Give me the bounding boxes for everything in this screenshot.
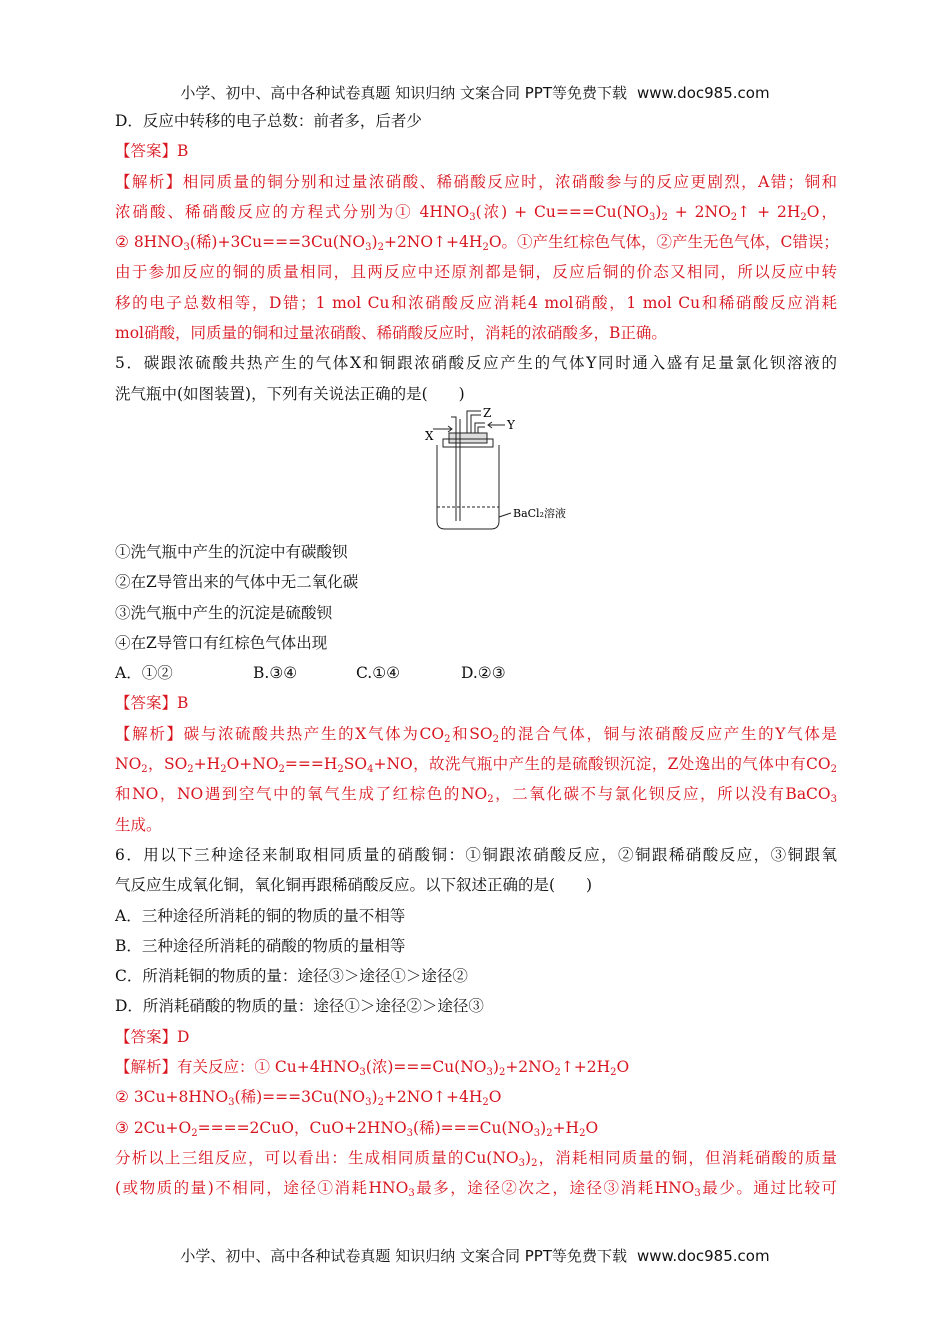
- analysis-equation-line: 【解析】有关反应：① $Cu+4HNO_3$(浓)$===Cu(NO_3)_2+2NO_2↑+2H_2O$: [115, 1058, 630, 1079]
- analysis-line: 分析以上三组反应，可以看出：生成相同质量的$Cu(NO_3)_2$，消耗相同质量的铜，但消耗硝酸的质量: [115, 1148, 837, 1169]
- option-c: C．所消耗铜的物质的量：途径③＞途径①＞途径②: [115, 967, 468, 986]
- label-z: Z: [483, 405, 492, 420]
- option-line: D．反应中转移的电子总数：前者多，后者少: [115, 112, 422, 130]
- statement-3: ③洗气瓶中产生的沉淀是硫酸钡: [115, 603, 333, 622]
- question-5-stem: 洗气瓶中(如图装置)，下列有关说法正确的是( ): [115, 384, 465, 403]
- answer-line: 【答案】B: [115, 142, 189, 161]
- apparatus-diagram: [415, 405, 566, 535]
- analysis-equation-line: ② $8HNO_3$(稀)$+3Cu===3Cu(NO_3)_2+2NO↑+4H_2O$。①产生红棕色气体，②产生无色气体，C错误；: [115, 233, 839, 254]
- analysis-line: 由于参加反应的铜的质量相同，且两反应中还原剂都是铜，反应后铜的价态又相同，所以反应中转: [115, 263, 837, 282]
- page-header-top: [0, 82, 950, 103]
- answer-line: 【答案】D: [115, 1027, 190, 1046]
- question-5-stem: 5．碳跟浓硫酸共热产生的气体X和铜跟浓硝酸反应产生的气体Y同时通入盛有足量氯化钡溶液的: [115, 354, 837, 373]
- footer-url[interactable]: www.doc985.com: [636, 1247, 770, 1265]
- gas-washing-bottle-figure: [115, 405, 837, 537]
- statement-1: ①洗气瓶中产生的沉淀中有碳酸钡: [115, 542, 348, 561]
- analysis-equation-line: 浓硝酸、稀硝酸反应的方程式分别为① $4HNO_3$(浓) + $Cu===Cu(NO_3)_2$ + $2NO_2↑ + 2H_2O$，: [115, 202, 837, 223]
- answer-line: 【答案】B: [115, 694, 189, 713]
- option-b: B．三种途径所消耗的硝酸的物质的量相等: [115, 936, 406, 955]
- analysis-line: 和NO，NO遇到空气中的氧气生成了红棕色的$NO_2$，二氧化碳不与氯化钡反应，所以没有BaCO$_3$: [115, 785, 837, 806]
- analysis-line: mol硝酸，同质量的铜和过量浓硝酸、稀硝酸反应时，消耗的浓硝酸多，B正确。: [115, 324, 667, 343]
- analysis-line: (或物质的量)不相同，途径①消耗$HNO_3$最多，途径②次之，途径③消耗$HNO_3$最少。通过比较可: [115, 1179, 837, 1200]
- label-x: X: [425, 428, 434, 443]
- analysis-equation-line: ② $3Cu+8HNO_3$(稀)$===3Cu(NO_3)_2+2NO↑+4H_2O$: [115, 1088, 502, 1109]
- analysis-equation-line: ③ $2Cu+O_2====2CuO$，$CuO+2HNO_3$(稀)$===Cu(NO_3)_2+H_2O$: [115, 1118, 599, 1139]
- document-body: [115, 106, 837, 1204]
- option-a: A．三种途径所消耗的铜的物质的量不相等: [115, 906, 406, 925]
- label-solution: BaCl₂溶液: [513, 506, 566, 520]
- option-a: A．①②: [115, 664, 173, 683]
- analysis-line: 生成。: [115, 815, 162, 834]
- analysis-line: 【解析】相同质量的铜分别和过量浓硝酸、稀硝酸反应时，浓硝酸参与的反应更剧烈，A错；铜和: [115, 172, 837, 191]
- question-5-options: [115, 658, 837, 688]
- question-6-stem: 6．用以下三种途径来制取相同质量的硝酸铜：①铜跟浓硝酸反应，②铜跟稀硝酸反应，③铜跟氧: [115, 845, 837, 864]
- option-b: B.③④: [253, 664, 298, 683]
- page-header-bottom: [0, 1245, 950, 1266]
- analysis-line: 【解析】碳与浓硫酸共热产生的X气体为$CO_2$和$SO_2$的混合气体，铜与浓硝酸反应产生的Y气体是: [115, 724, 838, 745]
- header-url[interactable]: www.doc985.com: [636, 84, 770, 102]
- option-d: D．所消耗硝酸的物质的量：途径①＞途径②＞途径③: [115, 997, 484, 1016]
- analysis-line: $NO_2$，$SO_2+H_2O+NO_2===H_2SO_4+NO$，故洗气瓶中产生的是硫酸钡沉淀，Z处逸出的气体中有$CO_2$: [115, 755, 837, 776]
- question-6-stem: 气反应生成氧化铜，氧化铜再跟稀硝酸反应。以下叙述正确的是( ): [115, 876, 593, 895]
- footer-text: 小学、初中、高中各种试卷真题 知识归纳 文案合同 PPT等免费下载: [180, 1247, 627, 1265]
- statement-2: ②在Z导管出来的气体中无二氧化碳: [115, 573, 359, 592]
- analysis-line: 移的电子总数相等，D错；1 mol Cu和浓硝酸反应消耗4 mol硝酸，1 mol Cu和稀硝酸反应消耗: [115, 293, 837, 312]
- header-text: 小学、初中、高中各种试卷真题 知识归纳 文案合同 PPT等免费下载: [180, 84, 627, 102]
- option-d: D.②③: [461, 664, 506, 683]
- label-y: Y: [507, 417, 515, 432]
- statement-4: ④在Z导管口有红棕色气体出现: [115, 633, 328, 652]
- option-c: C.①④: [356, 664, 401, 683]
